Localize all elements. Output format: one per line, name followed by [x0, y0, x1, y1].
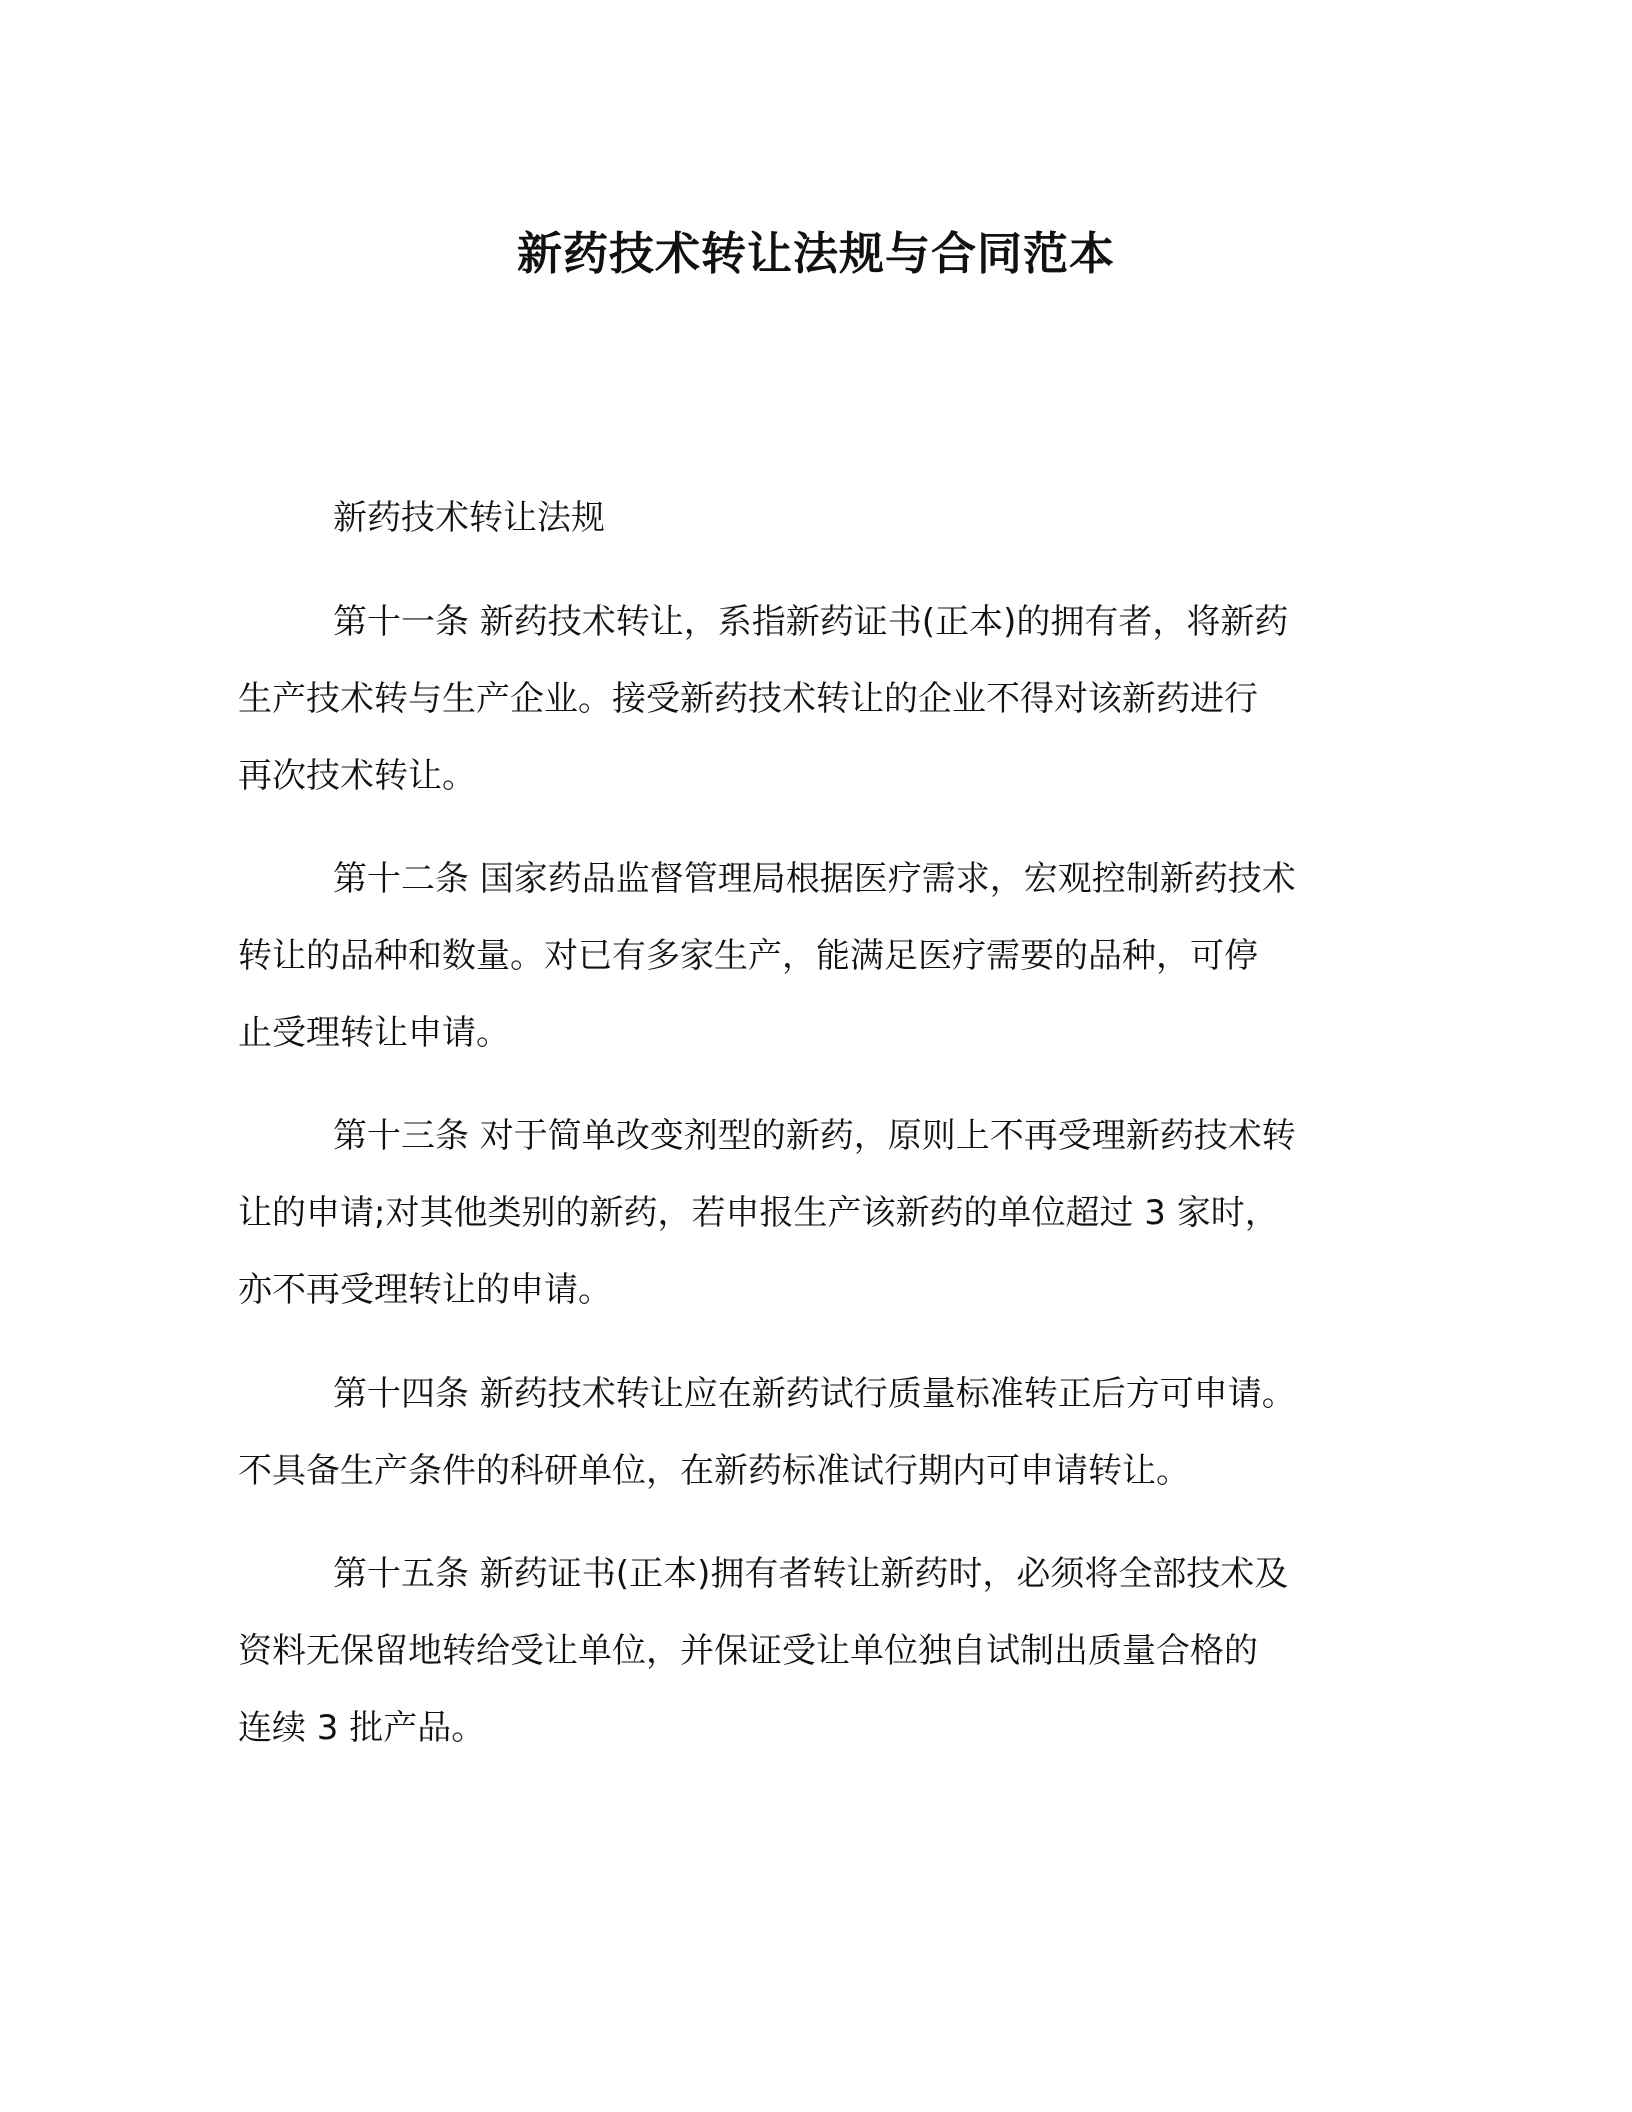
article-13 — [238, 1098, 1388, 1329]
article-line: 亦不再受理转让的申请。 — [238, 1270, 612, 1310]
article-line: 第十五条 新药证书(正本)拥有者转让新药时，必须将全部技术及 — [333, 1554, 1289, 1594]
article-line: 资料无保留地转给受让单位，并保证受让单位独自试制出质量合格的 — [238, 1631, 1258, 1671]
article-line: 第十四条 新药技术转让应在新药试行质量标准转正后方可申请。 — [333, 1374, 1296, 1414]
document-title: 新药技术转让法规与合同范本 — [516, 227, 1115, 280]
article-11 — [238, 584, 1388, 815]
article-line: 第十二条 国家药品监督管理局根据医疗需求，宏观控制新药技术 — [333, 859, 1296, 899]
article-line: 生产技术转与生产企业。接受新药技术转让的企业不得对该新药进行 — [238, 679, 1258, 719]
article-line: 让的申请;对其他类别的新药，若申报生产该新药的单位超过 3 家时， — [238, 1193, 1279, 1233]
article-line: 不具备生产条件的科研单位，在新药标准试行期内可申请转让。 — [238, 1451, 1190, 1491]
article-line: 转让的品种和数量。对已有多家生产，能满足医疗需要的品种，可停 — [238, 936, 1258, 976]
article-12 — [238, 841, 1388, 1072]
article-line: 第十三条 对于简单改变剂型的新药，原则上不再受理新药技术转 — [333, 1116, 1296, 1156]
article-line: 第十一条 新药技术转让，系指新药证书(正本)的拥有者，将新药 — [333, 602, 1289, 642]
article-line: 止受理转让申请。 — [238, 1013, 510, 1053]
article-line: 再次技术转让。 — [238, 756, 476, 796]
article-14 — [238, 1356, 1388, 1510]
article-15 — [238, 1536, 1388, 1767]
article-line: 连续 3 批产品。 — [238, 1708, 486, 1748]
section-heading: 新药技术转让法规 — [333, 498, 605, 538]
